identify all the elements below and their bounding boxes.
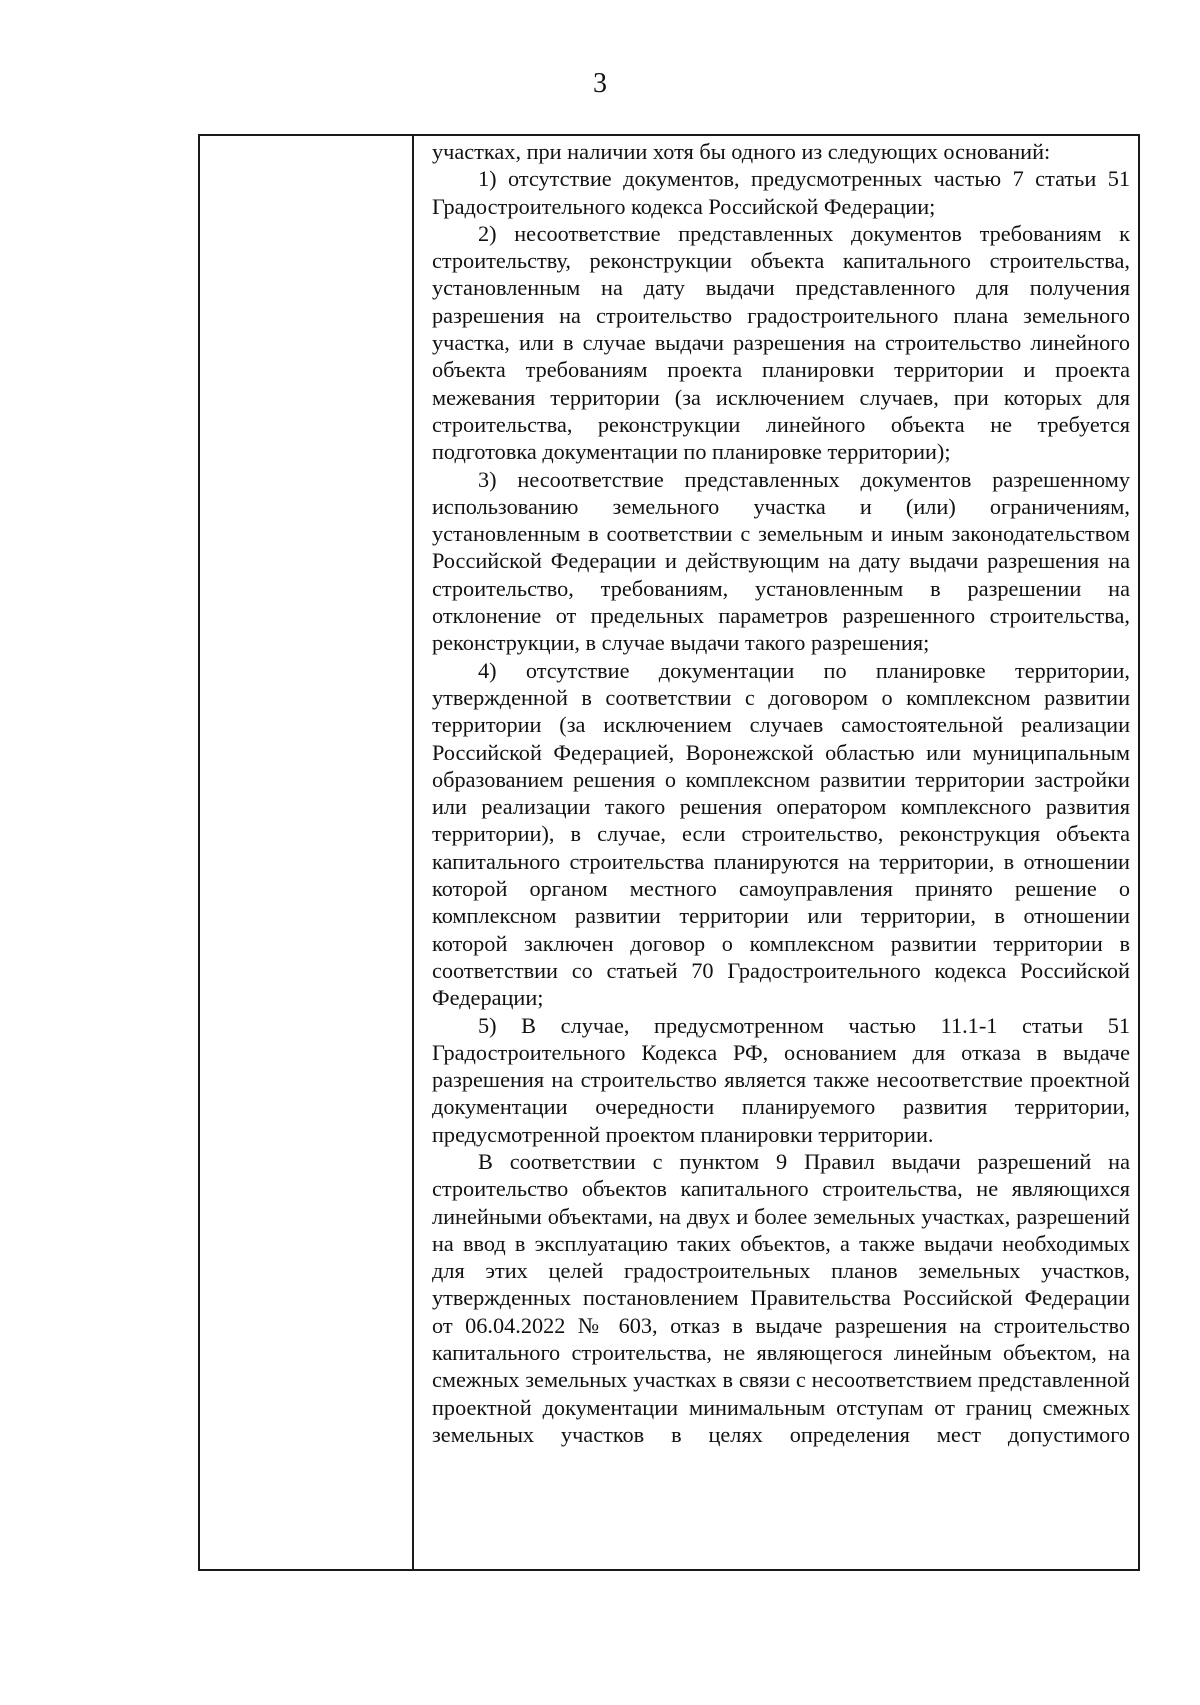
- paragraph-continuation: участках, при наличии хотя бы одного из следующих оснований:: [432, 139, 1051, 164]
- paragraph-item-1: 1) отсутствие документов, предусмотренных частью 7 статьи 51 Градостроительного кодекса Российской Федерации;: [432, 166, 1130, 219]
- paragraph-item-4: 4) отсутствие документации по планировке территории, утвержденной в соответствии с договором о комплексном развитии территории (за исключением случаев самостоятельной реализации Российской Федерацией, Воронежской областью или муниципальным образованием решения о комплексном развитии территории застройки или реализации такого решения оператором комплексного развития территории), в случае, если строительство, реконструкция объекта капитального строительства планируются на территории, в отношении которой органом местного самоуправления принято решение о комплексном развитии территории или территории, в отношении которой заключен договор о комплексном развитии территории в соответствии со статьей 70 Градостроительного кодекса Российской Федерации;: [432, 657, 1130, 1011]
- page-number: 3: [593, 68, 607, 99]
- document-table: [198, 134, 1140, 1571]
- paragraph-item-2: 2) несоответствие представленных документов требованиям к строительству, реконструкции объекта капитального строительства, установленным на дату выдачи представленного для получения разрешения на строительство градостроительного плана земельного участка, или в случае выдачи разрешения на строительство линейного объекта требованиям проекта планировки территории и проекта межевания территории (за исключением случаев, при которых для строительства, реконструкции линейного объекта не требуется подготовка документации по планировке территории);: [432, 220, 1130, 465]
- table-right-column: [414, 136, 1138, 1569]
- paragraph-rules-clause-9: В соответствии с пунктом 9 Правил выдачи разрешений на строительство объектов капитального строительства, не являющихся линейными объектами, на двух и более земельных участках, разрешений на ввод в эксплуатацию таких объектов, а также выдачи необходимых для этих целей градостроительных планов земельных участков, утвержденных постановлением Правительства Российской Федерации от 06.04.2022 № 603, отказ в выдаче разрешения на строительство капитального строительства, не являющегося линейным объектом, на смежных земельных участках в связи с несоответствием представленной проектной документации минимальным отступам от границ смежных земельных участков в целях определения мест допустимого: [432, 1148, 1130, 1447]
- paragraph-item-3: 3) несоответствие представленных документов разрешенному использованию земельного участка и (или) ограничениям, установленным в соответствии с земельным и иным законодательством Российской Федерации и действующим на дату выдачи разрешения на строительство, требованиям, установленным в разрешении на отклонение от предельных параметров разрешенного строительства, реконструкции, в случае выдачи такого разрешения;: [432, 466, 1130, 656]
- paragraph-item-5: 5) В случае, предусмотренном частью 11.1-1 статьи 51 Градостроительного Кодекса РФ, основанием для отказа в выдаче разрешения на строительство является также несоответствие проектной документации очередности планируемого развития территории, предусмотренной проектом планировки территории.: [432, 1012, 1130, 1147]
- table-left-column: [200, 136, 414, 1569]
